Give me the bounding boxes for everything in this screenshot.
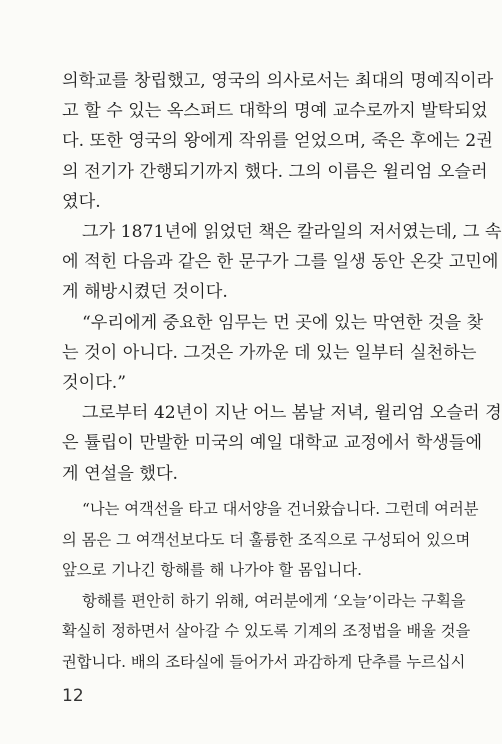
text-line: 였다. <box>62 191 101 212</box>
quote-line: 의 몸은 그 여객선보다도 더 훌륭한 조직으로 구성되어 있으며 <box>62 530 471 549</box>
quote-line: 항해를 편안히 하기 위해, 여러분에게 ‘오늘’이라는 구획을 <box>82 591 466 610</box>
quote-line: 확실히 정하면서 살아갈 수 있도록 기계의 조정법을 배울 것을 <box>62 622 471 640</box>
quote-block <box>62 494 479 677</box>
body-text <box>62 66 502 489</box>
quote-line: “나는 여객선을 타고 대서양을 건너왔습니다. 그런데 여러분 <box>82 500 479 518</box>
text-line: 에 적힌 다음과 같은 한 문구가 그를 일생 동안 온갖 고민에 <box>62 252 499 273</box>
text-line: 게 해방시켰던 것이다. <box>62 282 228 303</box>
text-line: 다. 또한 영국의 왕에게 작위를 얻었으며, 죽은 후에는 2권 <box>62 131 493 152</box>
text-line: 의 전기가 간행되기까지 했다. 그의 이름은 윌리엄 오슬러 <box>62 161 488 182</box>
text-line: 은 튤립이 만발한 미국의 예일 대학교 교정에서 학생들에 <box>62 433 483 454</box>
text-line: 게 연설을 했다. <box>62 463 179 484</box>
text-line: 의학교를 창립했고, 영국의 의사로서는 최대의 명예직이라 <box>62 71 494 91</box>
text-line: 고 할 수 있는 옥스퍼드 대학의 명예 교수로까지 발탁되었 <box>62 101 488 122</box>
quote-line: 권합니다. 배의 조타실에 들어가서 과감하게 단추를 누르십시 <box>62 652 466 671</box>
text-line: 는 것이 아니다. 그것은 가까운 데 있는 일부터 실천하는 <box>62 342 477 363</box>
text-line: 그가 1871년에 읽었던 책은 칼라일의 저서였는데, 그 속 <box>82 222 502 243</box>
text-line: “우리에게 중요한 임무는 먼 곳에 있는 막연한 것을 찾 <box>82 312 484 333</box>
text-line: 것이다.” <box>62 373 127 394</box>
quote-line: 앞으로 기나긴 항해를 해 나가야 할 몸입니다. <box>62 561 363 579</box>
text-line: 그로부터 42년이 지난 어느 봄날 저녁, 윌리엄 오슬러 경 <box>82 403 502 424</box>
page-number: 12 <box>62 686 84 706</box>
